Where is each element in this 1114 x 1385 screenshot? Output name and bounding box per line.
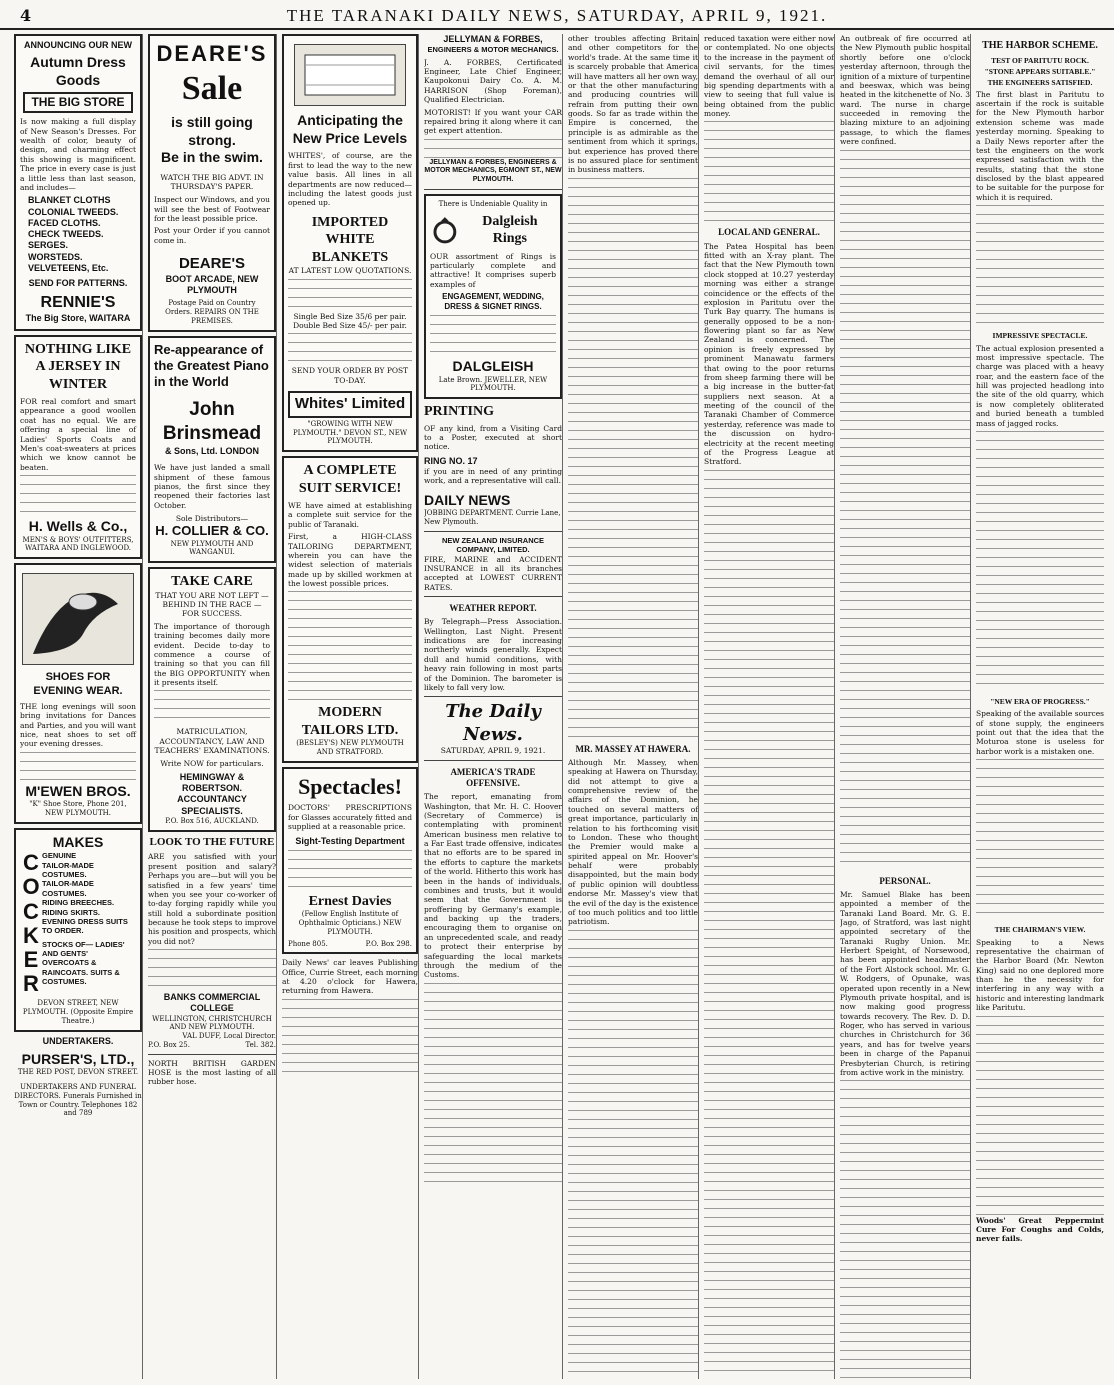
- ad-body: THE long evenings will soon bring invitations for Dances and Parties, and you will want nice, neat shoes to set off your evening dresses.: [20, 701, 136, 749]
- article-subtitle: THE ENGINEERS SATISFIED.: [987, 78, 1093, 88]
- hose-notice: NORTH BRITISH GARDEN HOSE is the most lasting of all rubber hose.: [148, 1058, 276, 1087]
- article-subhead: THE CHAIRMAN'S VIEW.: [994, 925, 1086, 935]
- text-lines: [840, 150, 970, 870]
- college-sub: WELLINGTON, CHRISTCHURCH AND NEW PLYMOUTH.: [152, 1014, 272, 1032]
- store-sub: MEN'S & BOYS' OUTFITTERS, WAITARA AND INGLEWOOD.: [22, 535, 134, 553]
- ad-body: WE have aimed at establishing a complete suit service for the public of Taranaki.: [288, 501, 412, 529]
- article-body: Speaking of the available sources of stone supply, the engineers point out that the idea that the Moturoa stone is useless for harbor work is a mistaken one.: [976, 709, 1104, 756]
- ad-intro: ANNOUNCING OUR NEW: [24, 40, 132, 50]
- list-item: WORSTEDS.: [28, 251, 83, 262]
- modern-tailors-ad: [282, 456, 418, 763]
- ad-sub: THAT YOU ARE NOT LEFT — BEHIND IN THE RACE — FOR SUCCESS.: [155, 590, 269, 619]
- fabric-list: [20, 195, 136, 274]
- shoe-illustration: [22, 573, 134, 665]
- ad-body: J. A. FORBES, Certificated Engineer, Late Chief Engineer, Kaupokonui Dairy Co. A. M. HARRISON (Shop Foreman), Qualified Electrician.: [424, 57, 562, 105]
- page-number: 4: [20, 6, 32, 25]
- ad-body: Inspect our Windows, and you will see the best of Footwear for the least possible price.: [154, 195, 270, 223]
- send-patterns: SEND FOR PATTERNS.: [28, 278, 128, 288]
- store-name: MODERN TAILORS LTD.: [301, 705, 399, 738]
- article-subtitle: TEST OF PARITUTU ROCK.: [991, 55, 1089, 65]
- list-item: RIDING SKIRTS.: [42, 907, 100, 917]
- exam-list: MATRICULATION, ACCOUNTANCY, LAW AND TEACHERS' EXAMINATIONS.: [154, 727, 270, 756]
- stock-text: STOCKS OF— LADIES' AND GENTS' OVERCOATS & RAINCOATS. SUITS & COSTUMES.: [42, 939, 125, 987]
- ad-top: There is Undeniable Quality in: [438, 199, 548, 208]
- store-name: Whites' Limited: [288, 391, 412, 418]
- ad-watch: WATCH THE BIG ADVT. IN THURSDAY'S PAPER.: [160, 172, 264, 191]
- article-body: The actual explosion presented a most impressive spectacle. The charge was placed with a heavy roar, and the eastern face of the hill was projected headlong into the site of the old quarry, which is now completely obliterated and buried beneath a tumbled mass of jagged rocks.: [976, 343, 1104, 428]
- ad-body: FIRE, MARINE and ACCIDENT INSURANCE in all its branches accepted at LOWEST CURRENT RATES.: [424, 554, 562, 592]
- letter: C: [23, 898, 39, 924]
- ernest-davies-ad: [282, 767, 418, 954]
- text-lines: [288, 850, 412, 890]
- double-price: Double Bed Size 45/- per pair.: [293, 320, 407, 330]
- blankets-title: IMPORTED WHITE BLANKETS: [311, 214, 389, 265]
- list-item: GENUINE: [42, 851, 77, 861]
- firm-name: HEMINGWAY & ROBERTSON.: [179, 771, 245, 794]
- store-sub: (BESLEY'S) NEW PLYMOUTH AND STRATFORD.: [296, 739, 404, 757]
- ad-sub: DOCTORS' PRESCRIPTIONS for Glasses accurately fitted and supplied at a reasonable price.: [288, 803, 412, 832]
- store-sub: (Fellow English Institute of Ophthalmic Opticians.) NEW PLYMOUTH.: [298, 910, 402, 936]
- ad-post: Post your Order if you cannot come in.: [154, 226, 270, 245]
- list-item: RIDING BREECHES.: [42, 898, 115, 908]
- ad-title: Re-appearance of the Greatest Piano in the World: [154, 341, 269, 390]
- ad-title: UNDERTAKERS.: [42, 1035, 114, 1046]
- list-item: BLANKET CLOTHS: [28, 195, 111, 206]
- jobbing-name: DAILY NEWS: [424, 491, 511, 508]
- store-name: DEARE'S: [178, 255, 246, 273]
- store-foot: Postage Paid on Country Orders. REPAIRS ON THE PREMISES.: [165, 299, 259, 325]
- printing-ad: [424, 403, 562, 527]
- text-lines: [288, 591, 412, 701]
- ad-motor: MOTORIST! If you want your CAR repaired bring it along where it can get expert attention.: [424, 107, 562, 136]
- column-6: [704, 34, 835, 1379]
- text-lines: [976, 759, 1104, 919]
- article-body: The report, emanating from Washington, that Mr. H. C. Hoover (Secretary of Commerce) is contemplating with prominent American business men relative to a Far East trade offensive, indicates that no efforts are to be spared in the efforts to capture the markets of the world. Hitherto this work has been in the hands of individuals, combines and trusts, but it would seem that the Government is proffering by Germany's example, and backing up the traders, encouraging them to organise on an unprecedented scale, and ready to protect their enterprise by safeguarding the local markets through the medium of the Customs.: [424, 792, 562, 980]
- article-body: reduced taxation were either now or contemplated. No one objects to the increase in the payment of civil servants, for the times demand the overhaul of all our big spending departments with a view to seeing that full value is being obtained from the public money.: [704, 34, 834, 118]
- store-sub: BOOT ARCADE, NEW PLYMOUTH: [165, 273, 259, 296]
- deares-ad: [148, 34, 276, 332]
- store-name: PURSER'S, LTD.,: [21, 1050, 135, 1067]
- store-name: RENNIE'S: [40, 294, 116, 312]
- big-store-logo: THE BIG STORE: [23, 92, 132, 113]
- store-sub: "K" Shoe Store, Phone 201, NEW PLYMOUTH.: [29, 800, 127, 817]
- phone: Phone 805.: [288, 939, 328, 948]
- article-title: PERSONAL.: [879, 875, 931, 886]
- ad-title: JELLYMAN & FORBES,: [443, 34, 543, 44]
- text-lines: [568, 930, 698, 1379]
- article-body: Although Mr. Massey, when speaking at Hawera on Thursday, did not attempt to give a comprehensive review of the affairs of the Dominion, he touched on several matters of great importance, particularly in relation to his forthcoming visit to London. These who thought the Premier would make a spirited appeal on Mr. Hoover's behalf were probably disappointed, but the main body of public opinion will doubtless endorse Mr. Massey's view that the evil of the day is the existence of too much politics and too little patriotism.: [568, 757, 698, 927]
- ad-body: OUR assortment of Rings is particularly complete and attractive! It comprises superb examples of: [430, 251, 556, 289]
- article-title: MR. MASSEY AT HAWERA.: [575, 743, 691, 754]
- single-price: Single Bed Size 35/6 per pair.: [293, 311, 407, 321]
- ad-title: LOOK TO THE FUTURE: [149, 835, 275, 848]
- text-lines: [704, 121, 834, 221]
- column-1: [14, 34, 143, 1379]
- store-name: H. COLLIER & CO.: [155, 523, 269, 539]
- list-item: CHECK TWEEDS.: [28, 229, 104, 239]
- jellyman-ad: [424, 34, 562, 185]
- store-sub: The Big Store, WAITARA: [25, 313, 131, 324]
- article-body: other troubles affecting Britain and other competitors for the world's trade. At the same time it is scarcely probable that America will have matters all her own way, or that the other manufacturing and producing countries will refrain from putting their own goods. So far as trade within the Empire is concerned, the principle is as admirable as the sentiment from which it springs, but experience has proved there is no assured place for sentiment in business matters.: [568, 34, 698, 175]
- pursers-ad: [14, 1036, 142, 1119]
- ring-icon: [430, 215, 460, 245]
- store-sub: Late Brown. JEWELLER, NEW PLYMOUTH.: [438, 375, 548, 393]
- article-title: THE HARBOR SCHEME.: [982, 40, 1098, 51]
- ad-first: First, a HIGH-CLASS TAILORING DEPARTMENT, wherein you can have the widest selection of materials made up by skilled workmen at the lowest possible prices.: [288, 532, 412, 588]
- article-body: The Patea Hospital has been fitted with an X-ray plant. The fact that the New Plymouth town clock stopped at 10.27 yesterday morning was either a strange coincidence or the effects of the explosion in Paritutu over the Turk Bay quarry. The humans is generally opposed to be a non-flowering plant so far as New Zealand is concerned. The opinion is freely expressed by prominent Manawatu farmers that owing to the poor returns from sheep farming there will be a big increase in the butter-fat suppliers next season. At a meeting of the council of the Taranaki Chamber of Commerce yesterday, reference was made to the discussion on hydro-electricity at the recent meeting of the Progress League at Stratford.: [704, 241, 834, 467]
- ad-foot: JELLYMAN & FORBES, ENGINEERS & MOTOR MECHANICS, EGMONT ST., NEW PLYMOUTH.: [424, 158, 562, 184]
- ring-body: if you are in need of any printing work, and a representative will call.: [424, 467, 562, 486]
- service-title: Sight-Testing Department: [295, 835, 405, 846]
- column-3: [282, 34, 419, 1379]
- letter: O: [22, 874, 40, 900]
- letter: E: [23, 947, 39, 972]
- store-name: M'EWEN BROS.: [25, 782, 131, 799]
- car-notice: Daily News' car leaves Publishing Office, Currie Street, each morning at 4.20 o'clock for Hawera, returning from Hawera.: [282, 958, 418, 996]
- telephone: Tel. 382.: [245, 1040, 276, 1049]
- company-name: NEW ZEALAND INSURANCE COMPANY, LIMITED.: [441, 535, 545, 555]
- weather-body: By Telegraph—Press Association. Wellington, Last Night. Present indications are for increasing northerly winds generally. Expect dull and humid conditions, with heavy rain following in most parts of the Dominion. The barometer is likely to fall very low.: [424, 617, 562, 692]
- store-name: H. Wells & Co.,: [28, 518, 128, 534]
- text-lines: [154, 690, 270, 724]
- masthead: [0, 6, 1114, 30]
- ad-title: MAKES: [52, 833, 104, 850]
- leader-masthead: The Daily News.: [445, 701, 541, 745]
- rings-heading: [430, 213, 556, 248]
- peppermint-ad: Woods' Great Peppermint Cure For Coughs and Colds, never fails.: [976, 1215, 1104, 1244]
- list-item: FACED CLOTHS.: [28, 217, 101, 228]
- store-sub: THE RED POST, DEVON STREET.: [17, 1068, 139, 1077]
- text-lines: [976, 431, 1104, 691]
- list-item: VELVETEENS, Etc.: [28, 262, 109, 273]
- text-lines: [424, 983, 562, 1183]
- ring-list: ENGAGEMENT, WEDDING, DRESS & SIGNET RINGS.: [442, 292, 544, 312]
- text-lines: [288, 279, 412, 309]
- sale-title: Sale: [181, 69, 243, 107]
- column-4: [424, 34, 563, 1379]
- text-lines: [20, 475, 136, 515]
- column-5: [568, 34, 699, 1379]
- po-box: P.O. Box 298.: [365, 939, 412, 948]
- ad-body: We have just landed a small shipment of these famous pianos, the first since they reopened their factories last October.: [154, 463, 270, 510]
- wells-ad: [14, 335, 142, 560]
- list-item: TAILOR-MADE COSTUMES.: [42, 879, 94, 898]
- mewen-ad: [14, 563, 142, 824]
- article-body: Mr. Samuel Blake has been appointed a member of the Taranaki Land Board. Mr. G. E. Jago, of Stratford, was last night appointed secretary of the Taranaki Rugby Union. Mr. Herbert Speight, of Norsewood, has been appointed headmaster of the Fort Alstock school. Mr. G. W. Rodgers, of Opunake, was operated upon recently in a New Plymouth private hospital, and is now making good progress towards recovery. The Rev. D. D. Roger, who has served in various churches in Christchurch for 36 years, and has for twelve years been in charge of the Papanui Presbyterian Church, is retiring from active work in the ministry.: [840, 889, 970, 1077]
- text-lines: [424, 139, 562, 159]
- brand-name: John Brinsmead: [162, 399, 262, 445]
- brand-sub: & Sons, Ltd. LONDON: [165, 445, 259, 456]
- blanket-illustration: [294, 44, 406, 106]
- ad-sub: is still going strong.: [171, 114, 253, 148]
- article-title: LOCAL AND GENERAL.: [718, 227, 820, 238]
- firm-name: ACCOUNTANCY SPECIALISTS.: [177, 794, 247, 816]
- cocker-ad: [14, 828, 142, 1032]
- leader-date: SATURDAY, APRIL 9, 1921.: [440, 746, 546, 756]
- article-subhead: IMPRESSIVE SPECTACLE.: [992, 331, 1088, 341]
- column-8: [976, 34, 1104, 1379]
- article-subhead: "NEW ERA OF PROGRESS.": [990, 696, 1090, 706]
- dalgleish-ad: [424, 194, 562, 399]
- address: P.O. Box 516, AUCKLAND.: [165, 816, 259, 825]
- letter: R: [23, 971, 39, 997]
- send-order: SEND YOUR ORDER BY POST TO-DAY.: [291, 366, 409, 385]
- list-item: COLONIAL TWEEDS.: [28, 206, 119, 217]
- ad-body: Is now making a full display of New Season's Dresses. For wealth of color, beauty of design, and charming effect this showing is magnificent. The price in every case is just a little less than last season, and includes—: [20, 117, 136, 192]
- ad-title: A COMPLETE SUIT SERVICE!: [298, 463, 402, 496]
- address: DEVON STREET, NEW PLYMOUTH. (Opposite Empire Theatre.): [22, 999, 134, 1025]
- ad-title: SHOES FOR EVENING WEAR.: [33, 671, 123, 698]
- ad-title: Spectacles!: [298, 773, 402, 799]
- ad-body: OF any kind, from a Visiting Card to a Poster, executed at short notice.: [424, 423, 562, 452]
- nz-insurance-ad: [424, 536, 562, 592]
- text-lines: [568, 178, 698, 738]
- article-subtitle: "STONE APPEARS SUITABLE.": [984, 66, 1096, 76]
- article-body: An outbreak of fire occurred at the New Plymouth public hospital shortly before one o'clock yesterday afternoon, through the ignition of a mixture of turpentine and beeswax, which was being heated in the kitchenette of No. 3 ward. The nurse in charge succeeded in removing the blazing mixture to an adjoining passage, to which the flames were confined.: [840, 34, 970, 147]
- ad-body: ARE you satisfied with your present position and salary? Perhaps you are—but will you be satisfied in a few years' time when you see your co-worker of to-day forging rapidly while you still hold a subordinate position because he took steps to improve his position and prospects, which you did not?: [148, 852, 276, 946]
- ad-title: Anticipating the New Price Levels: [292, 112, 408, 146]
- ad-sub: ENGINEERS & MOTOR MECHANICS.: [427, 45, 559, 55]
- text-lines: [840, 1080, 970, 1379]
- distributors: Sole Distributors—: [175, 514, 249, 523]
- column-2: [148, 34, 277, 1379]
- text-lines: [288, 333, 412, 363]
- article-body: Speaking to a News representative the chairman of the Harbor Board (Mr. Newton King) said no one deplored more than he the necessity for interfering in any way with a historic and interesting landmark like Paritutu.: [976, 937, 1104, 1013]
- cocker-list: [42, 851, 136, 996]
- text-lines: [282, 999, 418, 1079]
- list-item: TAILOR-MADE COSTUMES.: [42, 860, 94, 879]
- optician-contact: [288, 940, 412, 949]
- article-body: The first blast in Paritutu to ascertain if the rock is suitable for the New Plymouth harbor extension scheme was made yesterday morning. Speaking to a Daily News reporter after the test the engineers on the work expressed satisfaction with the results, stating that the stone disclosed by the blast appeared to be suitable for the purpose for which it is required.: [976, 89, 1104, 202]
- ad-title: Autumn Dress Goods: [30, 54, 126, 88]
- letter: C: [23, 850, 39, 876]
- store-name: DEARE'S: [156, 41, 268, 66]
- ad-body: FOR real comfort and smart appearance a good woollen coat has no equal. We are offering a special line of Ladies' Sports Coats and Men's coat-sweaters at prices which we know cannot be beaten.: [20, 397, 136, 472]
- text-lines: [704, 470, 834, 1379]
- po-box: P.O. Box 25.: [148, 1040, 190, 1049]
- banks-college-ad: [148, 836, 276, 1087]
- list-item: EVENING DRESS SUITS TO ORDER.: [42, 916, 128, 936]
- jobbing-sub: JOBBING DEPARTMENT. Currie Lane, New Plymouth.: [424, 509, 561, 526]
- director: VAL DUFF, Local Director.: [182, 1032, 276, 1041]
- brinsmead-ad: [148, 336, 276, 564]
- text-lines: [148, 949, 276, 989]
- letter: K: [23, 922, 39, 948]
- text-lines: [976, 1016, 1104, 1216]
- list-item: SERGES.: [28, 240, 69, 251]
- article-title: AMERICA'S TRADE OFFENSIVE.: [450, 766, 536, 788]
- store-sub: "GROWING WITH NEW PLYMOUTH." DEVON ST., NEW PLYMOUTH.: [292, 419, 408, 446]
- store-name: DALGLEISH: [452, 358, 534, 375]
- text-lines: [976, 205, 1104, 325]
- store-name: Ernest Davies: [308, 893, 392, 909]
- hemingway-ad: [148, 567, 276, 832]
- ad-title: PRINTING: [424, 404, 495, 420]
- ad-title: NOTHING LIKE A JERSEY IN WINTER: [24, 341, 132, 392]
- text-lines: [20, 752, 136, 780]
- ad-title: TAKE CARE: [171, 574, 253, 590]
- reduced: AT LATEST LOW QUOTATIONS.: [288, 266, 412, 276]
- ad-title: Dalgleish Rings: [482, 213, 538, 247]
- store-foot: UNDERTAKERS AND FUNERAL DIRECTORS. Funerals Furnished in Town or Country. Telephones 182 and 789: [14, 1083, 142, 1118]
- college-contact: [148, 1041, 276, 1050]
- whites-ad: [282, 34, 418, 452]
- store-sub: NEW PLYMOUTH AND WANGANUI.: [170, 539, 254, 557]
- text-lines: [430, 315, 556, 355]
- weather-title: WEATHER REPORT.: [449, 603, 537, 613]
- ad-body: The importance of thorough training becomes daily more evident. Decide to-day to commence a course of training so that you can fill the BIG OPPORTUNITY when it presents itself.: [154, 621, 270, 687]
- column-7: [840, 34, 971, 1379]
- ad-write: Write NOW for particulars.: [160, 758, 264, 768]
- ad-body: WHITES', of course, are the first to lead the way to the new value basis. All lines in all departments are now reduced—including the latest goods just opened up.: [288, 151, 412, 208]
- rennies-ad: [14, 34, 142, 331]
- college-name: BANKS COMMERCIAL COLLEGE: [163, 992, 261, 1014]
- ring-number: RING NO. 17: [424, 455, 478, 466]
- ad-sub: Be in the swim.: [161, 149, 263, 165]
- cocker-vertical: [20, 851, 42, 996]
- newspaper-title: THE TARANAKI DAILY NEWS, SATURDAY, APRIL 9, 1921.: [286, 6, 828, 25]
